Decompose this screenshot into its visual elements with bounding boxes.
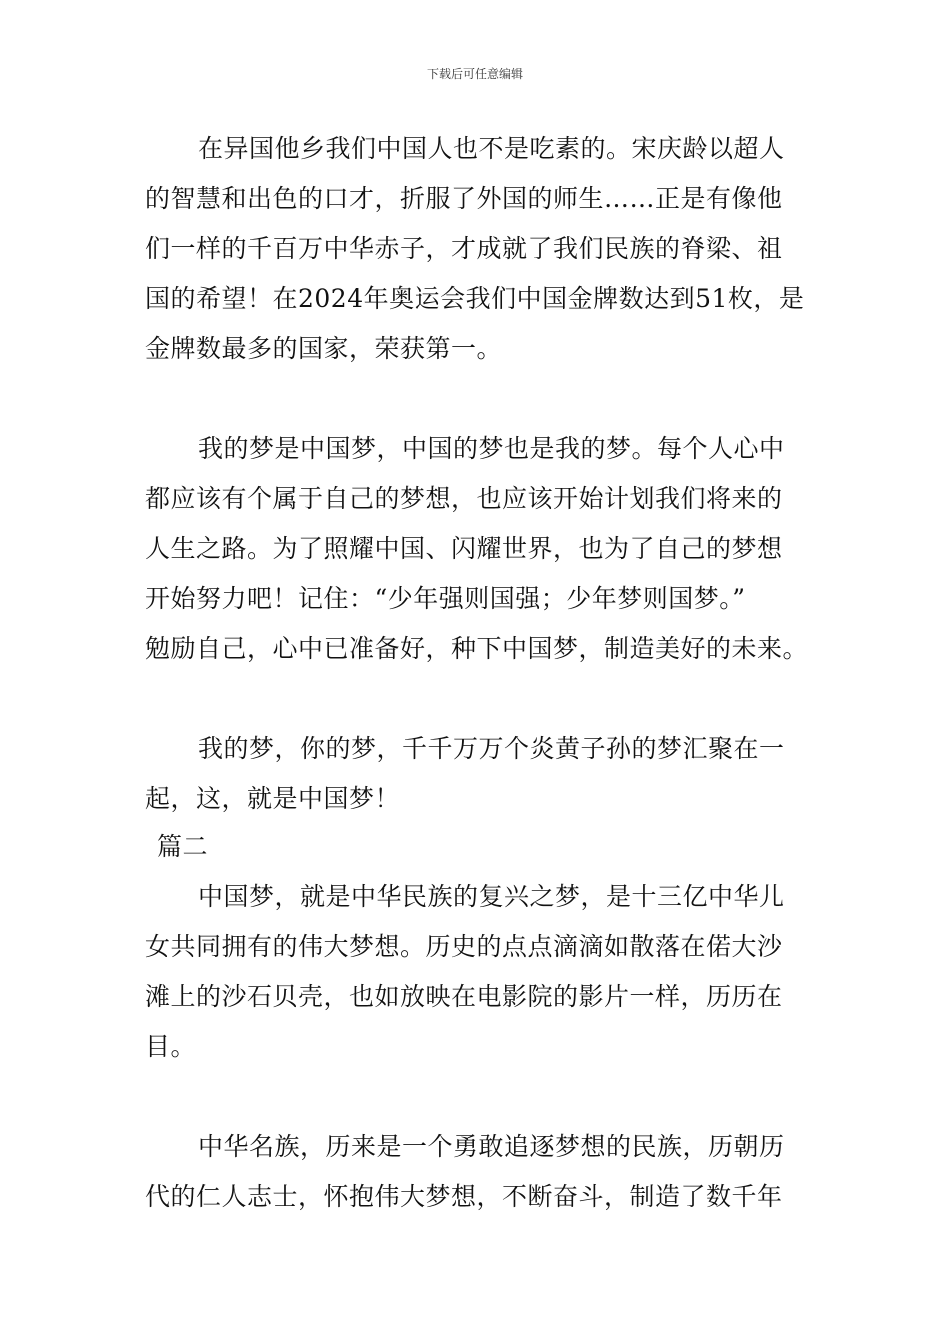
section-label: 篇二 <box>157 832 209 861</box>
text-line: 的智慧和出色的口才，折服了外国的师生……正是有像他 <box>145 184 783 213</box>
header-note: 下载后可任意编辑 <box>426 67 523 81</box>
text-line: 女共同拥有的伟大梦想。历史的点点滴滴如散落在偌大沙 <box>145 932 783 961</box>
text-line: 金牌数最多的国家，荣获第一。 <box>145 334 503 363</box>
text-line: 目。 <box>145 1032 197 1061</box>
text-line: 滩上的沙石贝壳，也如放映在电影院的影片一样，历历在 <box>145 982 783 1011</box>
text-line: 起，这，就是中国梦！ <box>145 784 401 813</box>
text-line: 代的仁人志士，怀抱伟大梦想，不断奋斗，制造了数千年 <box>145 1182 783 1211</box>
text-line: 中华名族，历来是一个勇敢追逐梦想的民族，历朝历 <box>198 1132 785 1161</box>
text-line: 开始努力吧！记住：“少年强则国强；少年梦则国梦。” <box>145 584 746 613</box>
text-line: 们一样的千百万中华赤子，才成就了我们民族的脊梁、祖 <box>145 234 783 263</box>
text-line: 在异国他乡我们中国人也不是吃素的。宋庆龄以超人 <box>198 134 785 163</box>
text-line: 都应该有个属于自己的梦想，也应该开始计划我们将来的 <box>145 484 783 513</box>
text-line: 人生之路。为了照耀中国、闪耀世界，也为了自己的梦想 <box>145 534 783 563</box>
text-line: 勉励自己，心中已准备好，种下中国梦，制造美好的未来。 <box>145 634 809 663</box>
text-line: 国的希望！在2024年奥运会我们中国金牌数达到51枚，是 <box>145 284 805 313</box>
text-line: 我的梦，你的梦，千千万万个炎黄子孙的梦汇聚在一 <box>198 734 785 763</box>
text-line: 我的梦是中国梦，中国的梦也是我的梦。每个人心中 <box>198 434 785 463</box>
text-line: 中国梦，就是中华民族的复兴之梦，是十三亿中华儿 <box>198 882 785 911</box>
